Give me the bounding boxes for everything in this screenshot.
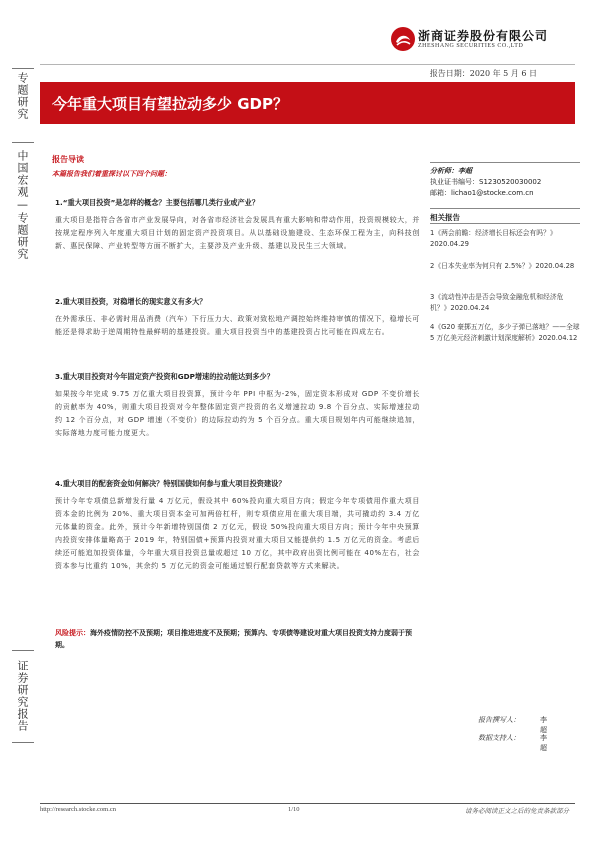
guide-intro: 本篇报告我们着重探讨以下四个问题： — [52, 170, 171, 178]
data-support-line — [478, 733, 547, 752]
related-report-item[interactable]: 3《流动性冲击是否会导致金融危机和经济危机？》2020.04.24 — [430, 293, 564, 312]
question-2: 2.重大项目投资，对稳增长的现实意义有多大？ — [55, 297, 207, 306]
logo-mark-icon — [390, 26, 416, 52]
sidebar-divider — [12, 68, 34, 69]
risk-text: 海外疫情防控不及预期；项目推进进度不及预期；预算内、专项债等建设对重大项目投资支持力度弱于预期。 — [55, 629, 412, 649]
sidebar-divider — [12, 142, 34, 143]
title-banner — [40, 82, 575, 124]
answer-3: 如果按今年完成 9.75 万亿重大项目投资算，预计今年 PPI 中枢为-2%，固定资本形成对 GDP 不变价增长的贡献率为 40%，则重大项目投资对今年整体固定资产投资的名义增速拉动 9.8 个百分点、实际增速拉动约 12 个百分点，对 GDP 增速（不变价）的边际拉动约为 5 个百分点。重大项目规划年内可能继续追加，实际落地力度可能力度更大。 — [55, 390, 420, 437]
company-logo — [390, 26, 580, 54]
page-number: 1/10 — [288, 806, 300, 813]
footer-disclaimer: 请务必阅读正文之后的免责条款部分 — [465, 807, 569, 815]
sidebar-label-report: 证券研究报告 — [16, 660, 29, 732]
sidebar-divider — [12, 650, 34, 651]
report-title: 今年重大项目有望拉动多少 GDP？ — [52, 95, 288, 113]
analyst-divider — [430, 162, 580, 163]
risk-label: 风险提示： — [55, 629, 90, 637]
sidebar-divider — [12, 742, 34, 743]
answer-2: 在外需承压、非必需时用品消费（汽车）下行压力大、政策对致松地产调控始终维持审慎的情况下，稳增长可能还是得求助于逆周期特性最鲜明的基建投资。重大项目投资当中的基建投资占比可能在四成左右。 — [55, 315, 420, 336]
question-1: 1.“重大项目投资”是怎样的概念？主要包括哪几类行业或产业？ — [55, 198, 260, 207]
author-name: 李超 — [540, 716, 547, 734]
related-report-item[interactable]: 2《日本失业率为何只有 2.5%？》2020.04.28 — [430, 262, 575, 270]
analyst-name: 分析师：李超 — [430, 167, 472, 175]
question-3: 3.重大项目投资对今年固定资产投资和GDP增速的拉动能达到多少？ — [55, 372, 274, 381]
answer-4: 预计今年专项债总新增发行量 4 万亿元，假设其中 60%投向重大项目方向；假定今年专项债用作重大项目资本金的比例为 20%、重大项目资本金可加两倍杠杆，则专项债应用在重大项目端，共可撬动约 3.4 万亿元体量的资金。此外，预计今年新增特别国债 2 万亿元，假设 50%投向重大项目方向；预计今年中央预算内投资安排体量略高于 2019 年，特别国债+预算内投资对重大项目又能提供约 1.5 万亿元的资金。考虑后续还可能追加投资体量，今年重大项目投资总量或超过 10 万亿，其中政府出资比例可能在 40%左右，社会资本参与比重约 10%，其余约 5 万亿元的资金可能通过银行配套贷款等方式来解决。 — [55, 497, 420, 570]
related-report-item[interactable]: 4《G20 豪掷五万亿，多少子弹已落地？——全球 5 万亿美元经济刺激计划深度解析》2020.04.12 — [430, 323, 580, 342]
header-divider — [40, 64, 575, 65]
data-support-label: 数据支持人： — [478, 734, 520, 742]
guide-heading: 报告导读 — [52, 155, 84, 164]
logo-name-cn: 浙商证券股份有限公司 — [418, 29, 549, 43]
data-support-name: 李超 — [540, 734, 547, 752]
related-divider — [430, 223, 580, 224]
related-report-item[interactable]: 1《两会前瞻：经济增长目标还会有吗？》2020.04.29 — [430, 229, 557, 248]
analyst-cert: 执业证书编号：S1230520030002 — [430, 178, 542, 186]
report-date: 报告日期：2020 年 5 月 6 日 — [429, 69, 537, 78]
question-4: 4.重大项目的配套资金如何解决？特别国债如何参与重大项目投资建设？ — [55, 479, 286, 488]
sidebar-label-category: 中国宏观—专题研究 — [16, 150, 29, 260]
analyst-email[interactable]: 邮箱：lichao1@stocke.com.cn — [430, 189, 534, 197]
author-label: 报告撰写人： — [478, 716, 520, 724]
footer-divider — [40, 803, 575, 804]
author-line — [478, 715, 547, 734]
footer-url[interactable]: http://research.stocke.com.cn — [40, 806, 116, 813]
sidebar-label-type: 专题研究 — [16, 72, 29, 120]
related-heading: 相关报告 — [430, 213, 460, 222]
answer-1: 重大项目是指符合各省市产业发展导向，对各省市经济社会发展具有重大影响和带动作用，投资规模较大，并按规定程序列入年度重大项目计划的固定资产投资项目。从以基础设施建设、生态环保工程为主，向科技创新、惠民保障、产业转型等方面不断扩大，主要涉及产业升级、基建以及民生三大领域。 — [55, 216, 420, 250]
risk-notice — [55, 628, 420, 651]
related-divider — [430, 208, 580, 209]
logo-name-en: ZHESHANG SECURITIES CO.,LTD — [418, 43, 524, 49]
